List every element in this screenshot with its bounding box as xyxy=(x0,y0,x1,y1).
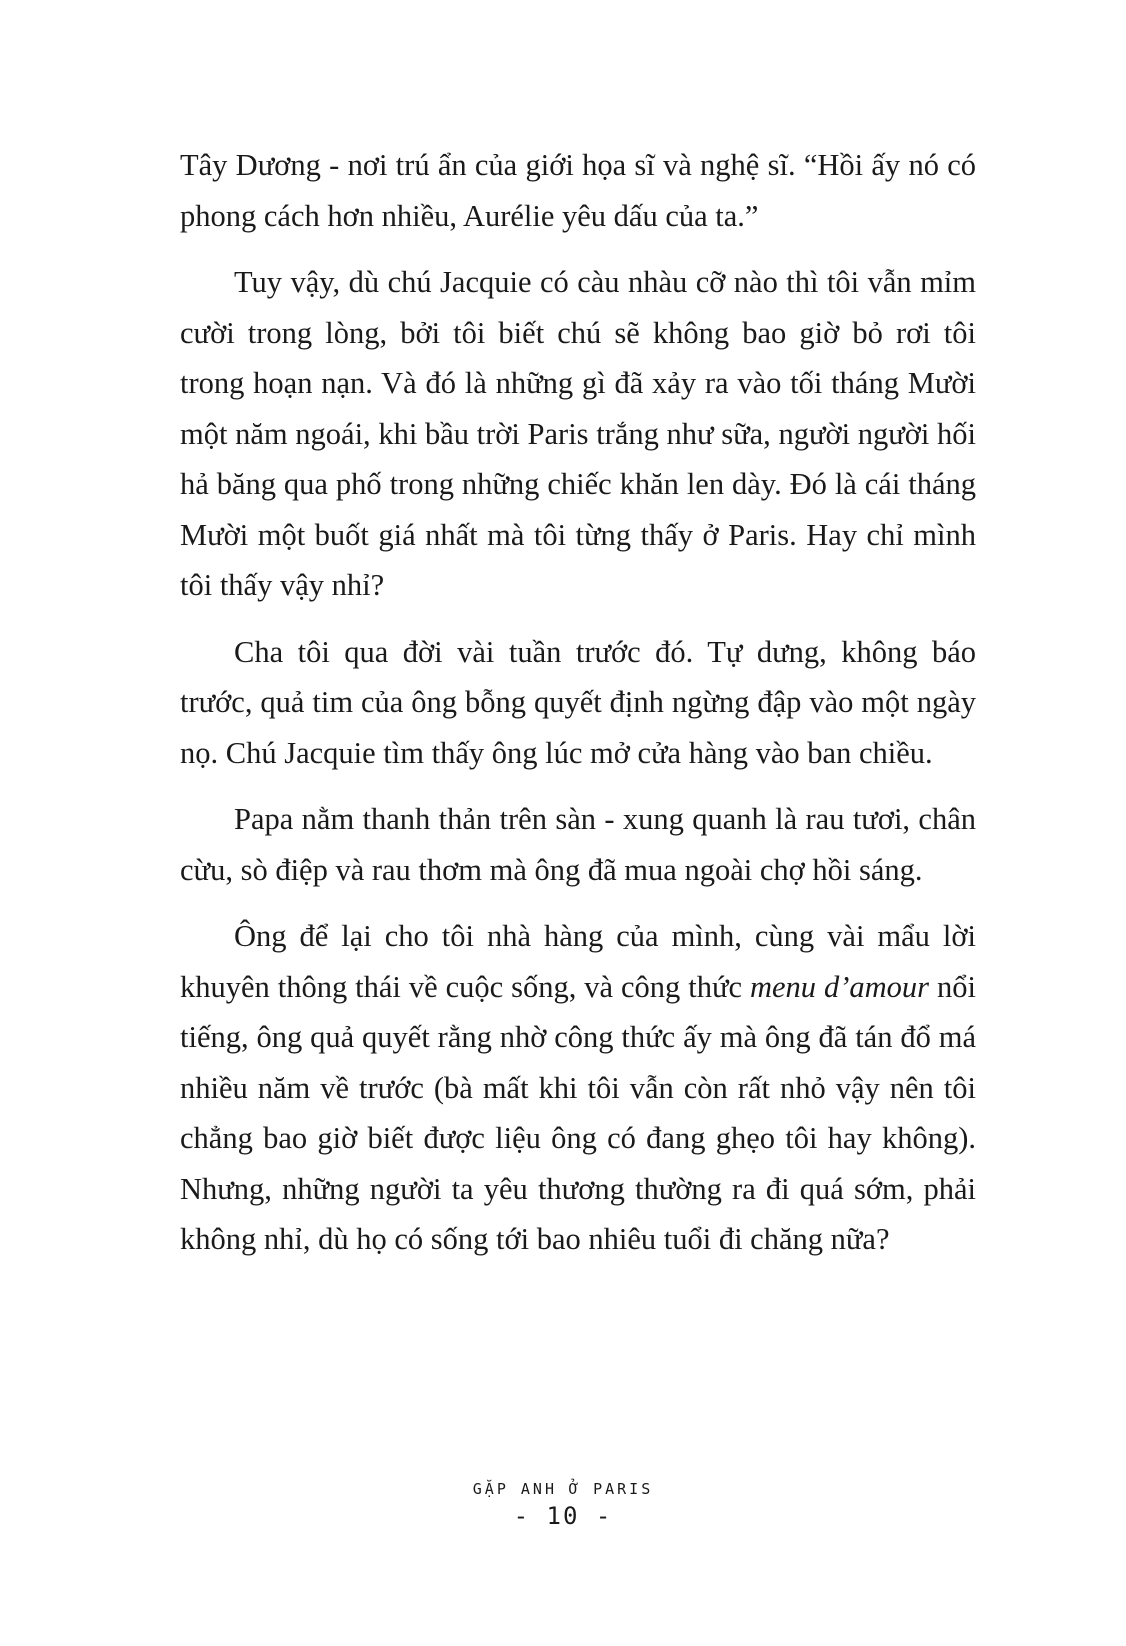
paragraph-4: Papa nằm thanh thản trên sàn - xung quanh là rau tươi, chân cừu, sò điệp và rau thơm mà ông đã mua ngoài chợ hồi sáng. xyxy=(180,802,976,887)
paragraph-5-text-end: nổi tiếng, ông quả quyết rằng nhờ công thức ấy mà ông đã tán đổ má nhiều năm về trước (bà mất khi tôi vẫn còn rất nhỏ vậy nên tôi chẳng bao giờ biết được liệu ông có đang ghẹo tôi hay không). Nhưng, những người ta yêu thương thường ra đi quá sớm, phải không nhỉ, dù họ có sống tới bao nhiêu tuổi đi chăng nữa? xyxy=(180,969,976,1256)
page-body xyxy=(180,140,976,1281)
paragraph-5-italic-phrase: menu d’amour xyxy=(749,969,930,1004)
paragraph-5-text-start: Ông để lại cho tôi nhà hàng của mình, cùng vài mẩu lời khuyên thông thái về cuộc sống, và công thức xyxy=(180,919,976,1004)
paragraph-1: Tây Dương - nơi trú ẩn của giới họa sĩ và nghệ sĩ. “Hồi ấy nó có phong cách hơn nhiều, Aurélie yêu dấu của ta.” xyxy=(180,148,976,233)
page-footer xyxy=(0,1478,1126,1530)
paragraph-2: Tuy vậy, dù chú Jacquie có càu nhàu cỡ nào thì tôi vẫn mỉm cười trong lòng, bởi tôi biết chú sẽ không bao giờ bỏ rơi tôi trong hoạn nạn. Và đó là những gì đã xảy ra vào tối tháng Mười một năm ngoái, khi bầu trời Paris trắng như sữa, người người hối hả băng qua phố trong những chiếc khăn len dày. Đó là cái tháng Mười một buốt giá nhất mà tôi từng thấy ở Paris. Hay chỉ mình tôi thấy vậy nhỉ? xyxy=(180,265,976,602)
running-title: GẶP ANH Ở PARIS xyxy=(472,1480,654,1498)
page-number: - 10 - xyxy=(513,1502,613,1530)
paragraph-3: Cha tôi qua đời vài tuần trước đó. Tự dưng, không báo trước, quả tim của ông bỗng quyết định ngừng đập vào một ngày nọ. Chú Jacquie tìm thấy ông lúc mở cửa hàng vào ban chiều. xyxy=(180,634,976,770)
paragraph-5 xyxy=(180,911,976,1265)
